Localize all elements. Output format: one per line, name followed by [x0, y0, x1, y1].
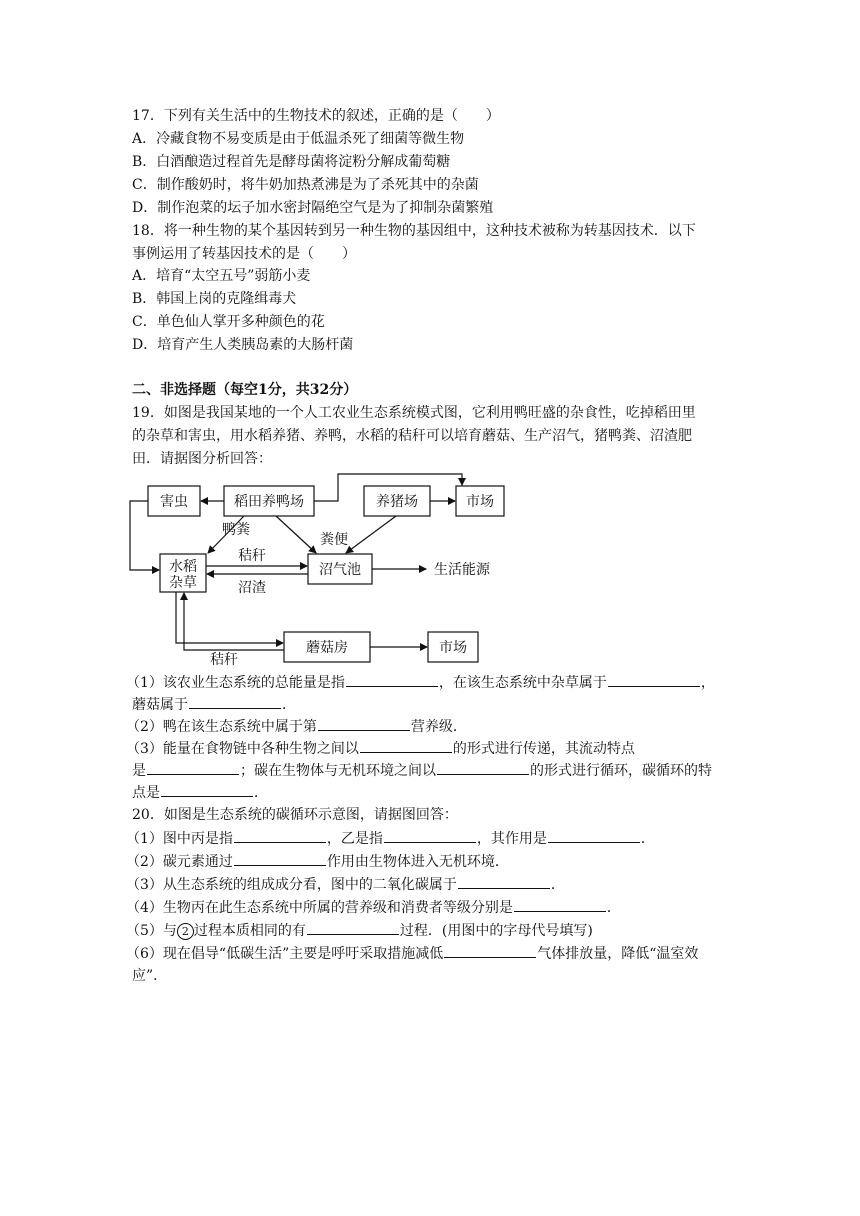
q19-sub3-line1: （3）能量在食物链中各种生物之间以 的形式进行传递，其流动特点: [126, 738, 635, 759]
section-title: 二、非选择题（每空1分，共32分）: [132, 382, 358, 398]
label-pig-farm: 养猪场: [376, 494, 418, 510]
q20-sub3: （3）从生态系统的组成成分看，图中的二氧化碳属于 ．: [126, 874, 565, 895]
label-biogas-pool: 沼气池: [319, 562, 361, 578]
answer-blank[interactable]: [514, 897, 606, 912]
q19-sub1-line1: （1）该农业生态系统的总能量是指 ，在该生态系统中杂草属于 ，: [126, 672, 715, 693]
q18-option-c: C．单色仙人掌开多种颜色的花: [132, 314, 325, 330]
q19-sub3-line3: 点是 ．: [132, 782, 268, 803]
q19-sub2: （2）鸭在该生态系统中属于第 营养级．: [126, 716, 467, 737]
label-duck-dung: 鸭粪: [222, 522, 250, 538]
answer-blank[interactable]: [161, 782, 253, 797]
q20-sub6-line1: （6）现在倡导“低碳生活”主要是呼吁采取措施减低 气体排放量，降低“温室效: [126, 943, 698, 964]
answer-blank[interactable]: [147, 760, 239, 775]
q18-option-a: A．培育“太空五号”弱筋小麦: [132, 268, 311, 284]
answer-blank[interactable]: [360, 738, 452, 753]
agri-ecosystem-diagram: [126, 470, 526, 666]
label-mushroom-house: 蘑菇房: [306, 640, 348, 656]
q20-sub2: （2）碳元素通过 作用由生物体进入无机环境．: [126, 851, 509, 872]
answer-blank[interactable]: [444, 943, 536, 958]
label-biogas-residue: 沼渣: [238, 580, 266, 596]
answer-blank[interactable]: [548, 828, 640, 843]
q19-stem-line3: 田．请据图分析回答：: [132, 451, 272, 467]
label-market-top: 市场: [466, 494, 494, 510]
label-straw-1: 秸秆: [238, 548, 266, 564]
q17-option-a: A．冷藏食物不易变质是由于低温杀死了细菌等微生物: [132, 131, 465, 147]
q20-sub6-line2: 应”．: [132, 968, 168, 984]
label-market-bottom: 市场: [439, 640, 467, 656]
q17-stem: 17．下列有关生活中的生物技术的叙述，正确的是（ ）: [132, 108, 500, 124]
q17-option-b: B．白酒酿造过程首先是酵母菌将淀粉分解成葡萄糖: [132, 154, 451, 170]
q19-stem-line1: 19．如图是我国某地的一个人工农业生态系统模式图，它利用鸭旺盛的杂食性，吃掉稻田里: [132, 405, 696, 421]
q19-sub3-line2: 是 ；碳在生物体与无机环境之间以 的形式进行循环，碳循环的特: [132, 760, 712, 781]
answer-blank[interactable]: [384, 828, 476, 843]
q17-option-c: C．制作酸奶时，将牛奶加热煮沸是为了杀死其中的杂菌: [132, 177, 479, 193]
answer-blank[interactable]: [346, 672, 438, 687]
answer-blank[interactable]: [318, 716, 410, 731]
label-rice: 水稻: [169, 559, 197, 575]
answer-blank[interactable]: [189, 694, 281, 709]
q19-stem-line2: 的杂草和害虫，用水稻养猪、养鸭，水稻的秸秆可以培育蘑菇、生产沼气，猪鸭粪、沼渣肥: [132, 428, 692, 444]
answer-blank[interactable]: [234, 828, 326, 843]
q18-option-b: B．韩国上岗的克隆缉毒犬: [132, 291, 297, 307]
label-weeds: 杂草: [169, 575, 197, 591]
q20-sub4: （4）生物丙在此生态系统中所属的营养级和消费者等级分别是 ．: [126, 897, 621, 918]
q20-sub5: （5）与 2 过程本质相同的有 过程．(用图中的字母代号填写): [126, 920, 593, 941]
answer-blank[interactable]: [437, 760, 529, 775]
label-living-energy: 生活能源: [434, 562, 490, 578]
label-straw-2: 秸秆: [210, 652, 238, 666]
label-paddy-duck-farm: 稻田养鸭场: [234, 494, 304, 510]
q20-sub1: （1）图中丙是指 ，乙是指 ，其作用是 ．: [126, 828, 655, 849]
answer-blank[interactable]: [458, 874, 550, 889]
label-pest: 害虫: [160, 494, 188, 510]
answer-blank[interactable]: [307, 920, 399, 935]
q18-stem-line2: 事例运用了转基因技术的是（ ）: [132, 246, 356, 262]
q17-option-d: D．制作泡菜的坛子加水密封隔绝空气是为了抑制杂菌繁殖: [132, 200, 494, 216]
q19-sub1-line2: 蘑菇属于 ．: [132, 694, 296, 715]
answer-blank[interactable]: [608, 672, 700, 687]
circled-number-2: 2: [177, 923, 194, 940]
label-dung: 粪便: [320, 532, 348, 548]
answer-blank[interactable]: [234, 851, 326, 866]
q20-stem: 20．如图是生态系统的碳循环示意图，请据图回答：: [132, 807, 458, 823]
q18-stem-line1: 18．将一种生物的某个基因转到另一种生物的基因组中，这种技术被称为转基因技术．以下: [132, 223, 696, 239]
q18-option-d: D．培育产生人类胰岛素的大肠杆菌: [132, 337, 354, 353]
